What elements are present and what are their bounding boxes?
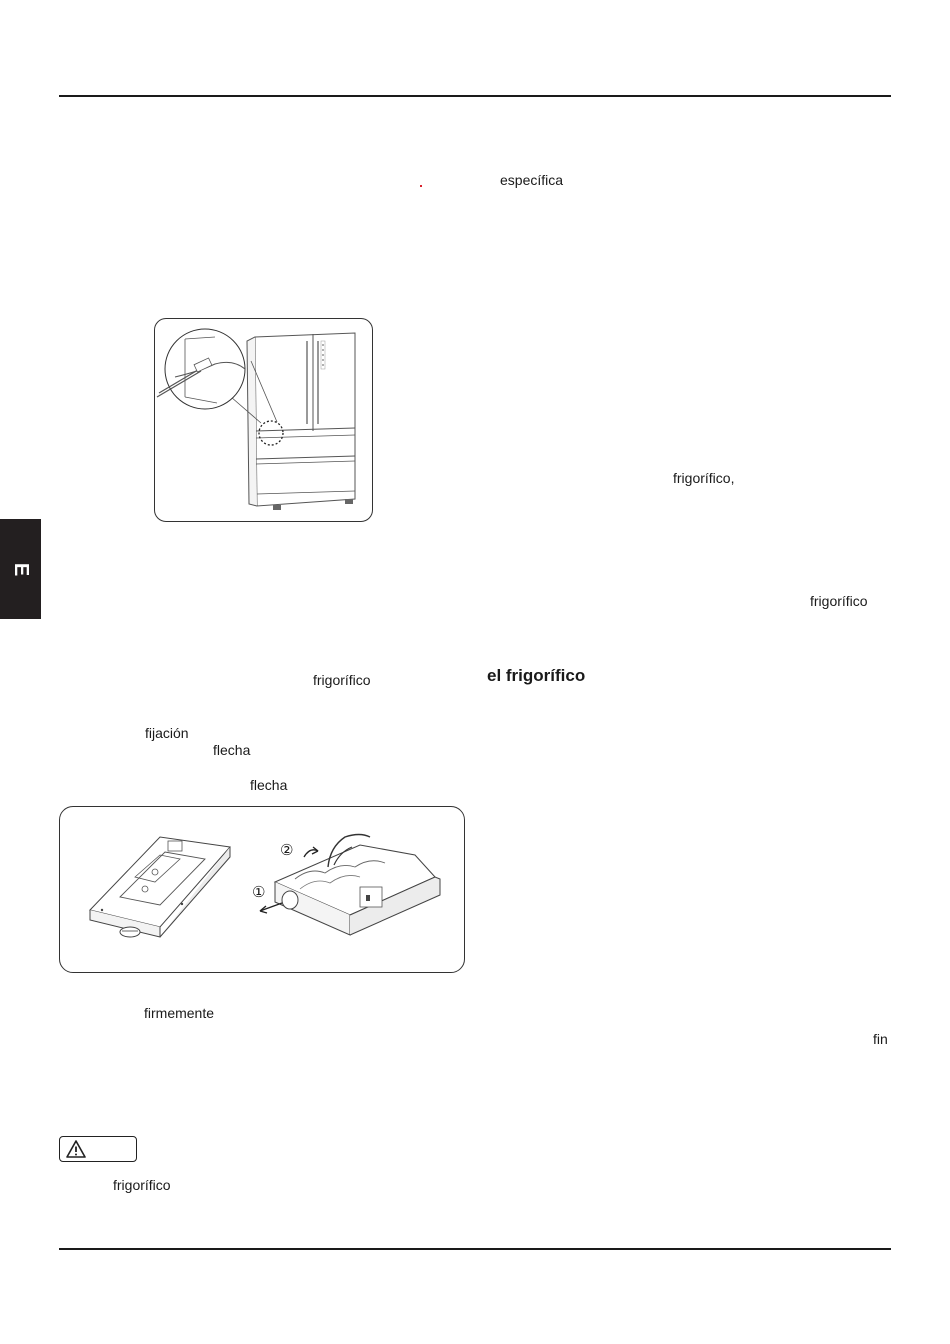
text-frigorifico-right: frigorífico xyxy=(810,593,868,609)
text-frigorifico-bottom: frigorífico xyxy=(113,1177,171,1193)
language-tab[interactable] xyxy=(0,519,41,619)
icemaker-figure xyxy=(59,806,465,973)
warning-label xyxy=(59,1136,137,1162)
refrigerator-figure xyxy=(154,318,373,522)
text-flecha-1: flecha xyxy=(213,742,251,758)
text-fin: fin xyxy=(873,1031,888,1047)
footer-rule xyxy=(59,1248,891,1250)
red-mark xyxy=(420,185,422,187)
text-especifica: específica xyxy=(500,172,564,188)
icemaker-step-1: ① xyxy=(252,884,266,901)
section-heading: el frigorífico xyxy=(487,666,586,685)
text-frigorifico-left: frigorífico xyxy=(313,672,371,688)
text-firmemente: firmemente xyxy=(144,1005,215,1021)
text-flecha-2: flecha xyxy=(250,777,288,793)
language-tab-label: E xyxy=(10,562,32,576)
icemaker-step-2: ② xyxy=(280,842,294,859)
warning-triangle-icon xyxy=(64,1138,88,1160)
refrigerator-illustration xyxy=(155,319,372,521)
header-rule xyxy=(59,95,891,97)
text-fijacion: fijación xyxy=(145,725,189,741)
text-frigorifico-comma: frigorífico, xyxy=(673,470,735,486)
